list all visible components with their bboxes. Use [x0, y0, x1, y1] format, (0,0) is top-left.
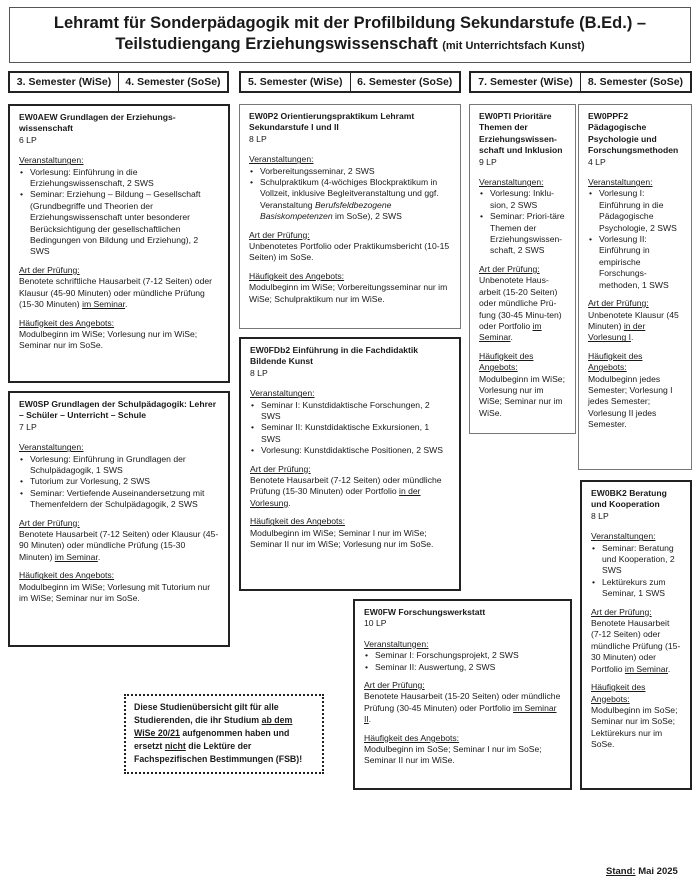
course-list [479, 188, 566, 256]
semester-5-label: 5. Semester (WiSe) [241, 73, 351, 91]
course-list [588, 188, 682, 291]
exam-text: Unbenotete Klausur (45 Minuten) in der Vorlesung I. [588, 309, 679, 343]
course-list [591, 543, 681, 600]
semester-header-7-8 [469, 71, 692, 93]
validity-note: Diese Studienübersicht gilt für alle Studierenden, die ihr Studium ab dem WiSe 20/21 aufgenommen haben und ersetzt nicht die Lektüre der Fachspezifischen Bestimmungen (FSB)! [124, 694, 324, 774]
semester-header-3-4 [8, 71, 229, 93]
frequency-text: Modulbeginn im WiSe; Vorlesung nur im WiSe; Seminar nur im WiSe. [479, 373, 565, 418]
course-item: • Tutorium zur Vorlesung, 2 SWS [30, 476, 219, 487]
module-ew0fw [353, 599, 572, 790]
semester-3-label: 3. Semester (WiSe) [10, 73, 119, 91]
exam-text: Benotete Hausarbeit (7-12 Seiten) oder Klausur (45-90 Minuten) oder mündliche Prüfung (15-30 Minuten) im Seminar. [19, 529, 219, 562]
exam-heading: Art der Prüfung: [479, 263, 540, 274]
module-credits: 9 LP [479, 156, 497, 167]
exam-text: Benotete Hausarbeit (7-12 Seiten) oder mündliche Prüfung (15-30 Minuten) oder Portfolio im Seminar. [591, 618, 681, 674]
courses-heading: Veranstaltungen: [364, 638, 429, 649]
frequency-heading: Häufigkeit des Angebots: [588, 350, 643, 373]
course-item: • Seminar II: Auswertung, 2 SWS [375, 662, 561, 673]
semester-8-label: 8. Semester (SoSe) [587, 76, 684, 88]
module-credits: 8 LP [250, 367, 268, 378]
course-item: • Vorlesung: Kunstdidaktische Positionen, 2 SWS [261, 445, 450, 456]
module-title: EW0FW Forschungswerkstatt [364, 607, 486, 617]
courses-heading: Veranstaltungen: [19, 155, 84, 166]
module-credits: 6 LP [19, 134, 37, 145]
exam-text: Unbenotetes Portfolio oder Praktikumsbericht (10-15 Seiten) im SoSe. [249, 241, 450, 263]
semester-header-5-6 [239, 71, 461, 93]
exam-text: Benotete Hausarbeit (7-12 Seiten) oder mündliche Prüfung (15-30 Minuten) oder Portfolio in der Vorlesung. [250, 475, 442, 508]
frequency-heading: Häufigkeit des Angebots: [250, 516, 346, 527]
exam-heading: Art der Prüfung: [364, 680, 425, 691]
revision-value: Mai 2025 [635, 866, 678, 877]
course-list [250, 400, 450, 457]
title-line-2: Teilstudiengang Erziehungswissenschaft [115, 35, 438, 53]
module-title: EW0AEW Grundlagen der Erziehungs-wissenschaft [19, 112, 176, 134]
title-line-1: Lehramt für Sonderpädagogik mit der Profilbildung Sekundarstufe (B.Ed.) – [53, 14, 647, 32]
exam-heading: Art der Prüfung: [250, 463, 311, 474]
exam-text: Benotete schriftliche Hausarbeit (7-12 Seiten) oder Klausur (45-90 Minuten) oder mündliche Prüfung (15-30 Minuten) im Seminar. [19, 276, 212, 310]
courses-heading: Veranstaltungen: [588, 177, 653, 188]
exam-heading: Art der Prüfung: [591, 606, 652, 617]
semester-7-label: 7. Semester (WiSe) [471, 73, 581, 91]
module-ew0fdb2 [239, 337, 461, 591]
course-item: • Seminar: Beratung und Kooperation, 2 SWS [602, 543, 681, 577]
course-item: • Vorlesung II: Einführung in empirische Forschungs-methoden, 1 SWS [599, 234, 682, 291]
course-item: • Vorbereitungsseminar, 2 SWS [260, 166, 451, 177]
module-ew0p2 [239, 104, 461, 329]
course-item: • Vorlesung: Inklu-sion, 2 SWS [490, 188, 566, 211]
course-item: • Schulpraktikum (4-wöchiges Blockpraktikum in Vollzeit, inklusive Begleitveranstaltung und ggf. Veranstaltung Berufsfeldbezogene Basiskompetenzen im SoSe), 2 SWS [260, 177, 451, 223]
module-ew0ppf2 [578, 104, 692, 470]
course-item: • Lektürekurs zum Seminar, 1 SWS [602, 577, 681, 600]
exam-text: Benotete Hausarbeit (15-20 Seiten) oder mündliche Prüfung (30-45 Minuten) oder Portfolio im Seminar II. [364, 691, 561, 725]
module-title: EW0PPF2 Pädagogische Psychologie und Forschungsmethoden [588, 111, 679, 156]
course-item: • Vorlesung I: Einführung in die Pädagogische Psychologie, 2 SWS [599, 188, 682, 234]
frequency-text: Modulbeginn im WiSe; Vorlesung mit Tutorium nur im WiSe; Seminar nur im SoSe. [19, 581, 211, 604]
frequency-text: Modulbeginn im SoSe; Seminar nur im SoSe; Lektürekurs nur im SoSe. [591, 704, 678, 750]
course-item: • Seminar II: Kunstdidaktische Exkursionen, 1 SWS [261, 422, 450, 445]
courses-heading: Veranstaltungen: [250, 388, 315, 399]
exam-heading: Art der Prüfung: [249, 229, 310, 240]
module-title: EW0SP Grundlagen der Schulpädagogik: Lehrer – Schüler – Unterricht – Schule [19, 399, 217, 421]
title-line-2-subtitle: (mit Unterrichtsfach Kunst) [442, 40, 585, 52]
frequency-heading: Häufigkeit des Angebots: [249, 270, 345, 281]
revision-date [606, 866, 678, 877]
module-credits: 10 LP [364, 618, 387, 629]
courses-heading: Veranstaltungen: [249, 154, 314, 165]
course-item: • Seminar I: Kunstdidaktische Forschungen, 2 SWS [261, 400, 450, 423]
frequency-text: Modulbeginn im SoSe; Seminar I nur im SoSe; Seminar II nur im WiSe. [364, 744, 542, 766]
module-title: EW0PTI Prioritäre Themen der Erziehungswissen-schaft und Inklusion [479, 111, 563, 156]
module-ew0aew [8, 104, 230, 383]
course-item: • Seminar I: Forschungsprojekt, 2 SWS [375, 650, 561, 661]
course-list [19, 167, 219, 258]
module-title: EW0P2 Orientierungspraktikum Lehramt Sekundarstufe I und II [249, 111, 415, 133]
courses-heading: Veranstaltungen: [591, 531, 656, 542]
revision-label: Stand: [606, 866, 636, 877]
semester-6-label: 6. Semester (SoSe) [357, 76, 453, 88]
frequency-text: Modulbeginn im WiSe; Vorbereitungsseminar nur im WiSe; Schulpraktikum nur im WiSe. [249, 282, 448, 304]
module-title: EW0BK2 Beratung und Kooperation [591, 488, 667, 510]
module-credits: 4 LP [588, 156, 606, 167]
course-item: • Vorlesung: Einführung in die Erziehungswissenschaft, 2 SWS [30, 167, 219, 190]
course-item: • Vorlesung: Einführung in Grundlagen der Schulpädagogik, 1 SWS [30, 454, 219, 477]
course-item: • Seminar: Erziehung – Bildung – Gesellschaft (Grundbegriffe und Theorien der Erziehungswissenschaft unter besonderer Berücksichtigung der gesellschaftlichen Bedingungen von Bildung und Erziehung), 2 SWS [30, 189, 219, 257]
page-title [9, 7, 691, 63]
exam-heading: Art der Prüfung: [19, 517, 80, 528]
course-list [19, 454, 219, 511]
frequency-heading: Häufigkeit des Angebots: [19, 570, 115, 581]
exam-text: Unbenotete Haus-arbeit (15-20 Seiten) oder mündliche Prü-fung (30-45 Minu-ten) oder Portfolio im Seminar. [479, 275, 562, 343]
semester-4-label: 4. Semester (SoSe) [125, 76, 221, 88]
course-item: • Seminar: Vertiefende Auseinandersetzung mit Themenfeldern der Schulpädagogik, 2 SWS [30, 488, 219, 511]
course-list [364, 650, 561, 673]
frequency-heading: Häufigkeit des Angebots: [479, 350, 534, 373]
exam-heading: Art der Prüfung: [19, 264, 80, 275]
module-credits: 8 LP [249, 133, 267, 144]
module-ew0bk2 [580, 480, 692, 790]
course-list [249, 166, 451, 223]
courses-heading: Veranstaltungen: [19, 442, 84, 453]
frequency-text: Modulbeginn im WiSe; Seminar I nur im WiSe; Seminar II nur im WiSe; Vorlesung nur im SoSe. [250, 527, 434, 550]
frequency-text: Modulbeginn jedes Semester; Vorlesung I jedes Semester; Vorlesung II jedes Semester. [588, 373, 673, 430]
module-credits: 7 LP [19, 421, 37, 432]
module-title: EW0FDb2 Einführung in die Fachdidaktik Bildende Kunst [250, 345, 419, 367]
frequency-heading: Häufigkeit des Angebots: [591, 682, 646, 704]
module-ew0pti [469, 104, 576, 434]
course-item: • Seminar: Priori-täre Themen der Erziehungswissen-schaft, 2 SWS [490, 211, 566, 257]
exam-heading: Art der Prüfung: [588, 298, 649, 309]
frequency-heading: Häufigkeit des Angebots: [19, 317, 115, 328]
frequency-heading: Häufigkeit des Angebots: [364, 732, 460, 743]
module-credits: 8 LP [591, 510, 609, 521]
module-ew0sp [8, 391, 230, 647]
frequency-text: Modulbeginn im WiSe; Vorlesung nur im WiSe; Seminar nur im SoSe. [19, 328, 198, 351]
courses-heading: Veranstaltungen: [479, 177, 544, 188]
